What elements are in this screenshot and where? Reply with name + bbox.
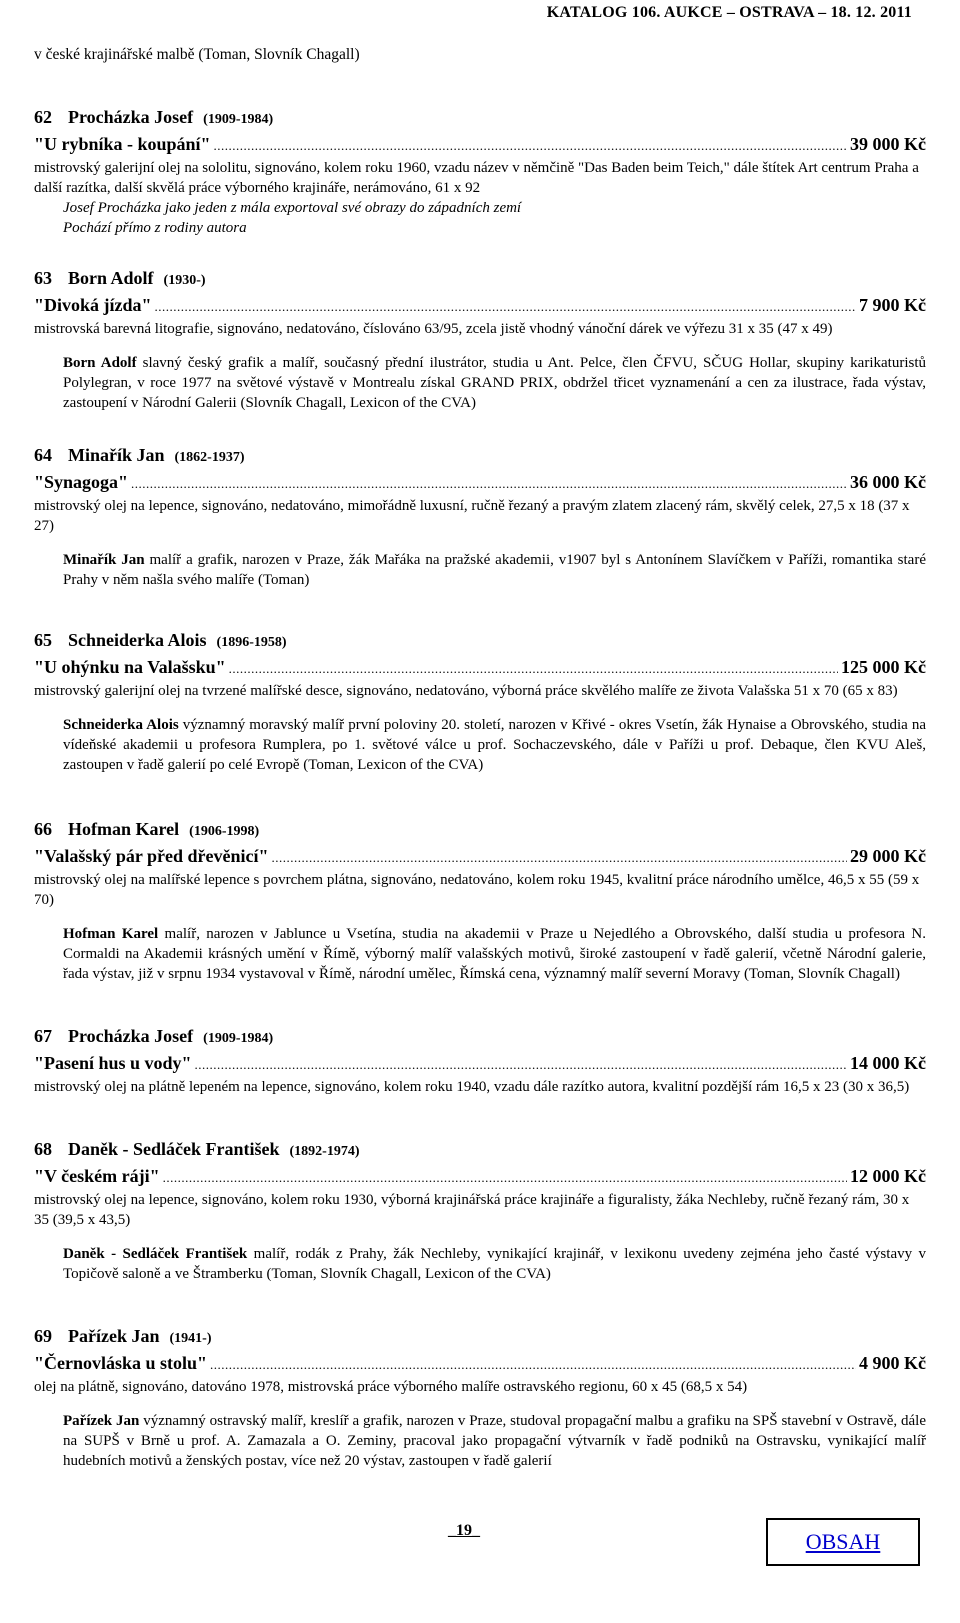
page-number-value: 19 (456, 1522, 472, 1539)
lot-number: 62 (34, 107, 52, 127)
lot-heading (34, 443, 926, 470)
artist-name: Born Adolf (68, 268, 154, 288)
lot-price: 36 000 Kč (850, 472, 926, 492)
leader-dots (272, 846, 847, 870)
biography-text: malíř a grafik, narozen v Praze, žák Mařáka na pražské akademii, v1907 byl s Antonínem Slavíčkem v Paříži, romantika staré Prahy v něm našla svého malíře (Toman) (63, 552, 926, 588)
lot-title: "Valašský pár před dřevěnicí" (34, 846, 269, 866)
biography-artist-name: Born Adolf (63, 355, 137, 371)
artist-name: Hofman Karel (68, 819, 180, 839)
lot-title: "V českém ráji" (34, 1166, 160, 1186)
artist-years: (1909-1984) (203, 112, 274, 127)
artist-biography (63, 715, 926, 775)
artist-years: (1906-1998) (189, 824, 260, 839)
leader-dots (229, 657, 838, 681)
artist-biography (63, 1411, 926, 1471)
biography-artist-name: Schneiderka Alois (63, 717, 179, 733)
biography-artist-name: Hofman Karel (63, 926, 159, 942)
lot-title: "U ohýnku na Valašsku" (34, 657, 226, 677)
biography-text: slavný český grafik a malíř, současný přední ilustrátor, studia u Ant. Pelce, člen ČFVU, SČUG Hollar, skupiny karikaturistů Polylegran, v roce 1977 na světové výstavě v Montrealu získal GRAND PRIX, obdržel třicet vyznamenání a cen za ilustrace, řada výstav, zastoupení v Národní Galerii (Slovník Chagall, Lexicon of the CVA) (63, 355, 926, 411)
lot-heading (34, 1137, 926, 1164)
biography-artist-name: Pařízek Jan (63, 1413, 140, 1429)
lot-entry (34, 105, 926, 238)
spacer (34, 1397, 926, 1411)
lot-heading (34, 628, 926, 655)
lot-entry (34, 1137, 926, 1284)
biography-text: významný ostravský malíř, kreslíř a grafik, narozen v Praze, studoval propagační malbu a grafiku na SPŠ stavební v Ostravě, dále na SUPŠ v Brně u prof. A. Zamazala a O. Zeminy, pracoval jako propagační výtvarník v řadě podniků na Ostravsku, vynikající malíř hudebních motivů a ženských postav, více než 20 výstav, zastoupen v řadě galerií (63, 1413, 926, 1469)
lot-description: mistrovský galerijní olej na tvrzené malířské desce, signováno, nedatováno, výborná práce skvělého malíře ze života Valašska 51 x 70 (65 x 83) (34, 683, 898, 699)
spacer (34, 536, 926, 550)
lot-price: 39 000 Kč (850, 134, 926, 154)
artist-years: (1892-1974) (289, 1144, 360, 1159)
artist-biography (63, 353, 926, 413)
lot-heading (34, 1024, 926, 1051)
lot-price: 7 900 Kč (859, 295, 926, 315)
artist-years: (1862-1937) (174, 450, 245, 465)
biography-artist-name: Minařík Jan (63, 552, 145, 568)
lot-title-row (34, 470, 926, 496)
artist-years: (1909-1984) (203, 1031, 274, 1046)
leader-dots (210, 1353, 856, 1377)
lot-entry (34, 266, 926, 413)
lot-description: mistrovský galerijní olej na sololitu, signováno, kolem roku 1960, vzadu název v němčině "Das Baden beim Teich," dále štítek Art centrum Praha a další razítka, další skvělá práce výborného krajináře, nerámováno, 61 x 92 (34, 160, 919, 196)
artist-years: (1930-) (163, 273, 206, 288)
lot-heading (34, 105, 926, 132)
biography-artist-name: Daněk - Sedláček František (63, 1246, 248, 1262)
artist-biography (63, 1244, 926, 1284)
lot-description: olej na plátně, signováno, datováno 1978, mistrovská práce výborného malíře ostravského regionu, 60 x 45 (68,5 x 54) (34, 1379, 748, 1395)
artist-years: (1941-) (169, 1331, 212, 1346)
lot-title-row (34, 1051, 926, 1077)
lot-remark: Pochází přímo z rodiny autora (63, 220, 247, 236)
artist-name: Procházka Josef (68, 107, 194, 127)
lot-entry (34, 628, 926, 775)
lot-entry (34, 443, 926, 590)
lot-description: mistrovská barevná litografie, signováno, nedatováno, číslováno 63/95, zcela jistě vhodný vánoční dárek ve výřezu 31 x 35 (47 x 49) (34, 321, 833, 337)
catalog-header: KATALOG 106. AUKCE – OSTRAVA – 18. 12. 2011 (546, 4, 912, 21)
biography-text: významný moravský malíř první poloviny 20. století, narozen v Křivé - okres Vsetín, žák Hynaise a Obrovského, studia na vídeňské akademii u profesora Rumplera, po 1. světové válce u prof. Sochaczevského, dále v Paříži u prof. Debaque, člen KVU Aleš, zastoupen v řadě galerií po celé Evropě (Toman, Lexicon of the CVA) (63, 717, 926, 773)
artist-name: Schneiderka Alois (68, 630, 207, 650)
artist-name: Minařík Jan (68, 445, 165, 465)
artist-name: Procházka Josef (68, 1026, 194, 1046)
contents-link[interactable]: OBSAH (766, 1518, 920, 1566)
artist-years: (1896-1958) (216, 635, 287, 650)
lot-number: 67 (34, 1026, 52, 1046)
lot-title: "Pasení hus u vody" (34, 1053, 192, 1073)
lot-heading (34, 817, 926, 844)
spacer (34, 1230, 926, 1244)
lot-description: mistrovský olej na plátně lepeném na lepence, signováno, kolem roku 1940, vzadu dále razítko autora, kvalitní pozdější rám 16,5 x 23 (30 x 36,5) (34, 1079, 910, 1095)
continuation-text: v české krajinářské malbě (Toman, Slovník Chagall) (34, 46, 360, 63)
lot-price: 125 000 Kč (841, 657, 926, 677)
lot-title-row (34, 293, 926, 319)
lot-heading (34, 1324, 926, 1351)
biography-text: malíř, rodák z Prahy, žák Nechleby, vynikající krajinář, v lexikonu uvedeny zejména jeho časté výstavy v Topičově saloně a ve Štramberku (Toman, Slovník Chagall, Lexicon of the CVA) (63, 1246, 927, 1282)
lot-description: mistrovský olej na lepence, signováno, nedatováno, mimořádně luxusní, ručně řezaný a pravým zlatem zlacený rám, skvělý celek, 27,5 x 18 (37 x 27) (34, 498, 910, 534)
spacer (34, 339, 926, 353)
lot-list (34, 105, 926, 1471)
lot-description: mistrovský olej na lepence, signováno, kolem roku 1930, výborná krajinářská práce krajináře a figuralisty, žáka Nechleby, ručně řezaný rám, 30 x 35 (39,5 x 43,5) (34, 1192, 910, 1228)
spacer (34, 910, 926, 924)
biography-text: malíř, narozen v Jablunce u Vsetína, studia na akademii v Praze u Nejedlého a Obrovského, další studia u profesora N. Cormaldi na Akademii krásných umění v Římě, výborný malíř valašských motivů, široké zastoupení v řadě galerií, včetně Národní galerie, řada výstav, již v srpnu 1934 vystavoval v Římě, národní umělec, Římská cena, významný malíř severní Moravy (Toman, Slovník Chagall) (63, 926, 926, 982)
lot-price: 12 000 Kč (850, 1166, 926, 1186)
lot-number: 68 (34, 1139, 52, 1159)
lot-price: 29 000 Kč (850, 846, 926, 866)
lot-remark: Josef Procházka jako jeden z mála exportoval své obrazy do západních zemí (63, 200, 522, 216)
lot-entry (34, 1324, 926, 1471)
lot-title: "Černovláska u stolu" (34, 1353, 208, 1373)
leader-dots (163, 1166, 847, 1190)
lot-number: 65 (34, 630, 52, 650)
lot-price: 4 900 Kč (859, 1353, 926, 1373)
leader-dots (131, 472, 847, 496)
spacer (34, 701, 926, 715)
lot-number: 63 (34, 268, 52, 288)
leader-dots (195, 1053, 847, 1077)
lot-number: 66 (34, 819, 52, 839)
lot-title: "Synagoga" (34, 472, 129, 492)
artist-name: Pařízek Jan (68, 1326, 160, 1346)
page-number: _19_ (448, 1522, 480, 1539)
lot-number: 69 (34, 1326, 52, 1346)
leader-dots (155, 295, 857, 319)
lot-title-row (34, 655, 926, 681)
lot-entry (34, 1024, 926, 1097)
lot-description: mistrovský olej na malířské lepence s povrchem plátna, signováno, nedatováno, kolem roku 1945, kvalitní práce národního umělce, 46,5 x 55 (59 x 70) (34, 872, 920, 908)
leader-dots (214, 134, 847, 158)
lot-title-row (34, 844, 926, 870)
lot-heading (34, 266, 926, 293)
catalog-page (34, 44, 926, 1471)
lot-title-row (34, 1351, 926, 1377)
lot-title: "U rybníka - koupání" (34, 134, 211, 154)
artist-biography (63, 550, 926, 590)
lot-title-row (34, 132, 926, 158)
lot-price: 14 000 Kč (850, 1053, 926, 1073)
lot-number: 64 (34, 445, 52, 465)
lot-entry (34, 817, 926, 984)
artist-name: Daněk - Sedláček František (68, 1139, 280, 1159)
lot-title-row (34, 1164, 926, 1190)
lot-title: "Divoká jízda" (34, 295, 152, 315)
artist-biography (63, 924, 926, 984)
